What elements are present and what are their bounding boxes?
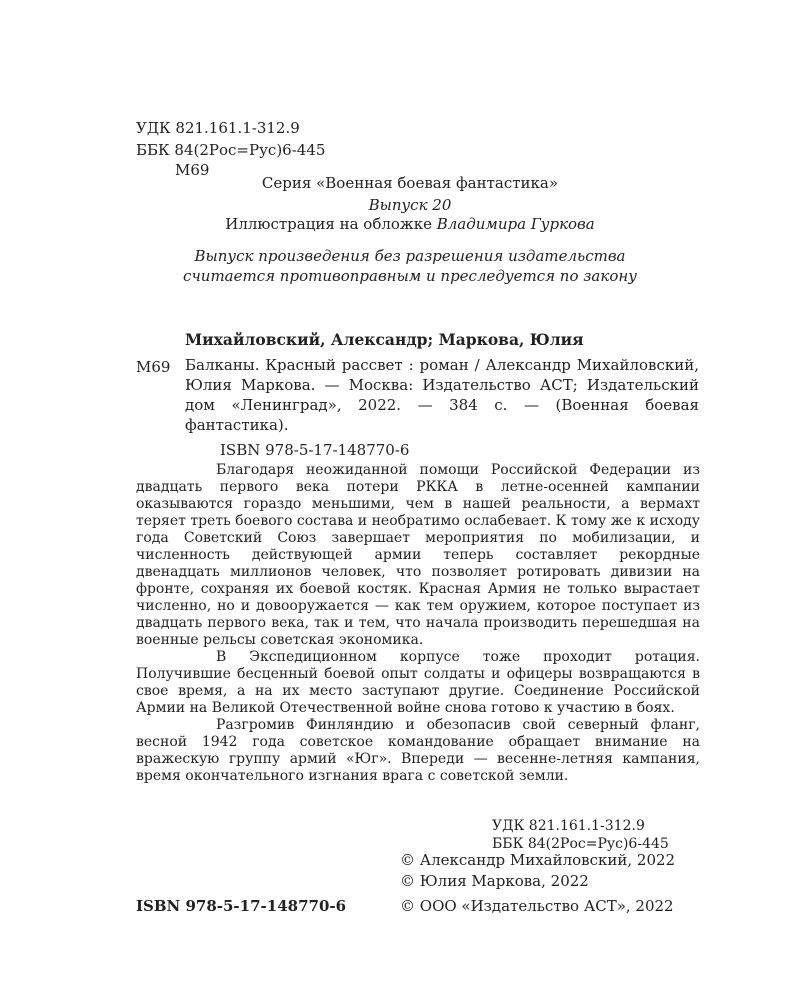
footer-bbk-code: ББК 84(2Рос=Рус)6-445 <box>492 836 669 852</box>
copyright-line: © ООО «Издательство АСТ», 2022 <box>400 897 674 915</box>
annotation-paragraph: Разгромив Финляндию и обезопасив свой северный фланг, весной 1942 года советское командование обращает внимание на вражескую группу армий «Юг». Впереди — весенне-летняя кампания, время окончательного изгнания врага с советской земли. <box>136 717 700 784</box>
cover-illustration-credit <box>150 216 670 233</box>
record-isbn: ISBN 978-5-17-148770-6 <box>220 441 410 459</box>
record-author-code: М69 <box>136 358 171 376</box>
annotation-paragraph: Благодаря неожиданной помощи Российской Федерации из двадцать первого века потери РККА в летне-осенней кампании оказываются гораздо меньшими, чем в нашей реальности, а вермахт теряет треть боевого состава и необратимо ослабевает. К тому же к исходу года Советский Союз завершает мероприятия по мобилизации, и численность действующей армии теперь составляет рекордные двенадцать миллионов человек, что позволяет ротировать дивизии на фронте, сохраняя их боевой костяк. Красная Армия не только вырастает численно, но и довооружается — как тем оружием, которое поступает из двадцать первого века, так и тем, что начала производить перешедшая на военные рельсы советская экономика. <box>136 462 700 648</box>
bibliographic-description: Балканы. Красный рассвет : роман / Александр Михайловский, Юлия Маркова. — Москва: Издательство АСТ; Издательский дом «Ленинград», 2022. — 384 с. — (Военная боевая фантастика). <box>185 356 699 434</box>
author-code: М69 <box>175 161 210 179</box>
annotation <box>136 462 700 785</box>
footer-isbn: ISBN 978-5-17-148770-6 <box>136 897 347 915</box>
footer-udk-code: УДК 821.161.1-312.9 <box>492 818 645 834</box>
legal-warning: Выпуск произведения без разрешения издательства считается противоправным и преследуется по закону <box>183 247 637 285</box>
copyright-line: © Александр Михайловский, 2022 <box>400 851 676 869</box>
copyright-line: © Юлия Маркова, 2022 <box>400 872 589 890</box>
series-line: Серия «Военная боевая фантастика» <box>261 174 559 192</box>
udk-code: УДК 821.161.1-312.9 <box>136 119 300 137</box>
record-authors: Михайловский, Александр; Маркова, Юлия <box>185 330 584 349</box>
annotation-paragraph: В Экспедиционном корпусе тоже проходит ротация. Получившие бесценный боевой опыт солдаты и офицеры возвращаются в свое время, а на их место заступают другие. Соединение Российской Армии на Великой Отечественной войне снова готово к участию в боях. <box>136 649 700 716</box>
bbk-code: ББК 84(2Рос=Рус)6-445 <box>136 141 326 159</box>
illustration-prefix: Иллюстрация на обложке <box>225 215 437 233</box>
illustrator-name: Владимира Гуркова <box>436 215 595 233</box>
issue-number: Выпуск 20 <box>368 196 452 214</box>
